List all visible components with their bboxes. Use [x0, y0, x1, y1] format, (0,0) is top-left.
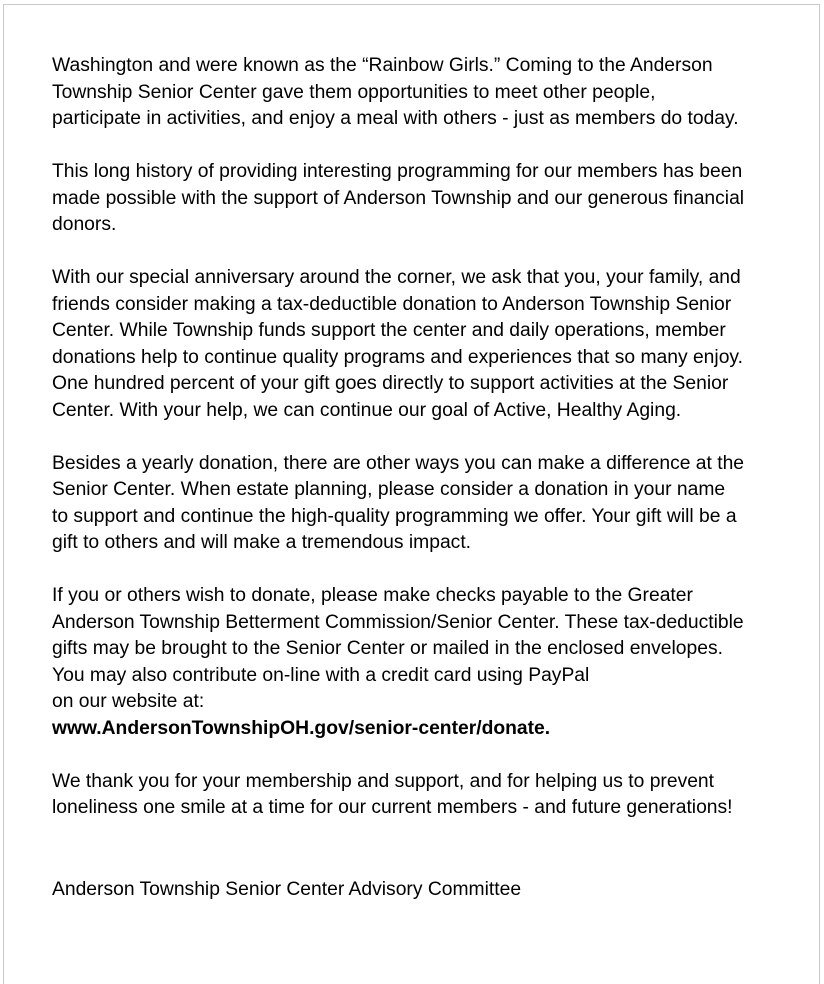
paragraph-donate	[52, 583, 782, 742]
paragraph-rainbow-girls: Washington and were known as the “Rainbow Girls.” Coming to the Anderson Township Senior Center gave them opportunities to meet other people, participate in activities, and enjoy a meal with others - just as members do today.	[52, 55, 739, 129]
signature: Anderson Township Senior Center Advisory Committee	[52, 879, 522, 900]
donate-instructions: If you or others wish to donate, please make checks payable to the Greater Anderson Township Betterment Commission/Senior Center. These tax-deductible gifts may be brought to the Senior Center or mailed in the enclosed envelopes. You may also contribute on-line with a credit card using PayPal on our website at:	[52, 585, 744, 712]
donate-link[interactable]: www.AndersonTownshipOH.gov/senior-center/donate.	[52, 717, 551, 739]
paragraph-estate-planning: Besides a yearly donation, there are other ways you can make a difference at the Senior Center. When estate planning, please consider a donation in your name to support and continue the high-quality programming we offer. Your gift will be a gift to others and will make a tremendous impact.	[52, 452, 745, 553]
paragraph-anniversary: With our special anniversary around the corner, we ask that you, your family, and friends consider making a tax-deductible donation to Anderson Township Senior Center. While Township funds support the center and daily operations, member donations help to continue quality programs and experiences that so many enjoy. One hundred percent of your gift goes directly to support activities at the Senior Center. With your help, we can continue our goal of Active, Healthy Aging.	[52, 267, 743, 421]
document-page	[3, 4, 820, 984]
paragraph-thanks: We thank you for your membership and support, and for helping us to prevent loneliness one smile at a time for our current members - and future generations!	[52, 770, 733, 818]
letter-body	[52, 53, 782, 848]
paragraph-history: This long history of providing interesting programming for our members has been made possible with the support of Anderson Township and our generous financial donors.	[52, 161, 745, 235]
